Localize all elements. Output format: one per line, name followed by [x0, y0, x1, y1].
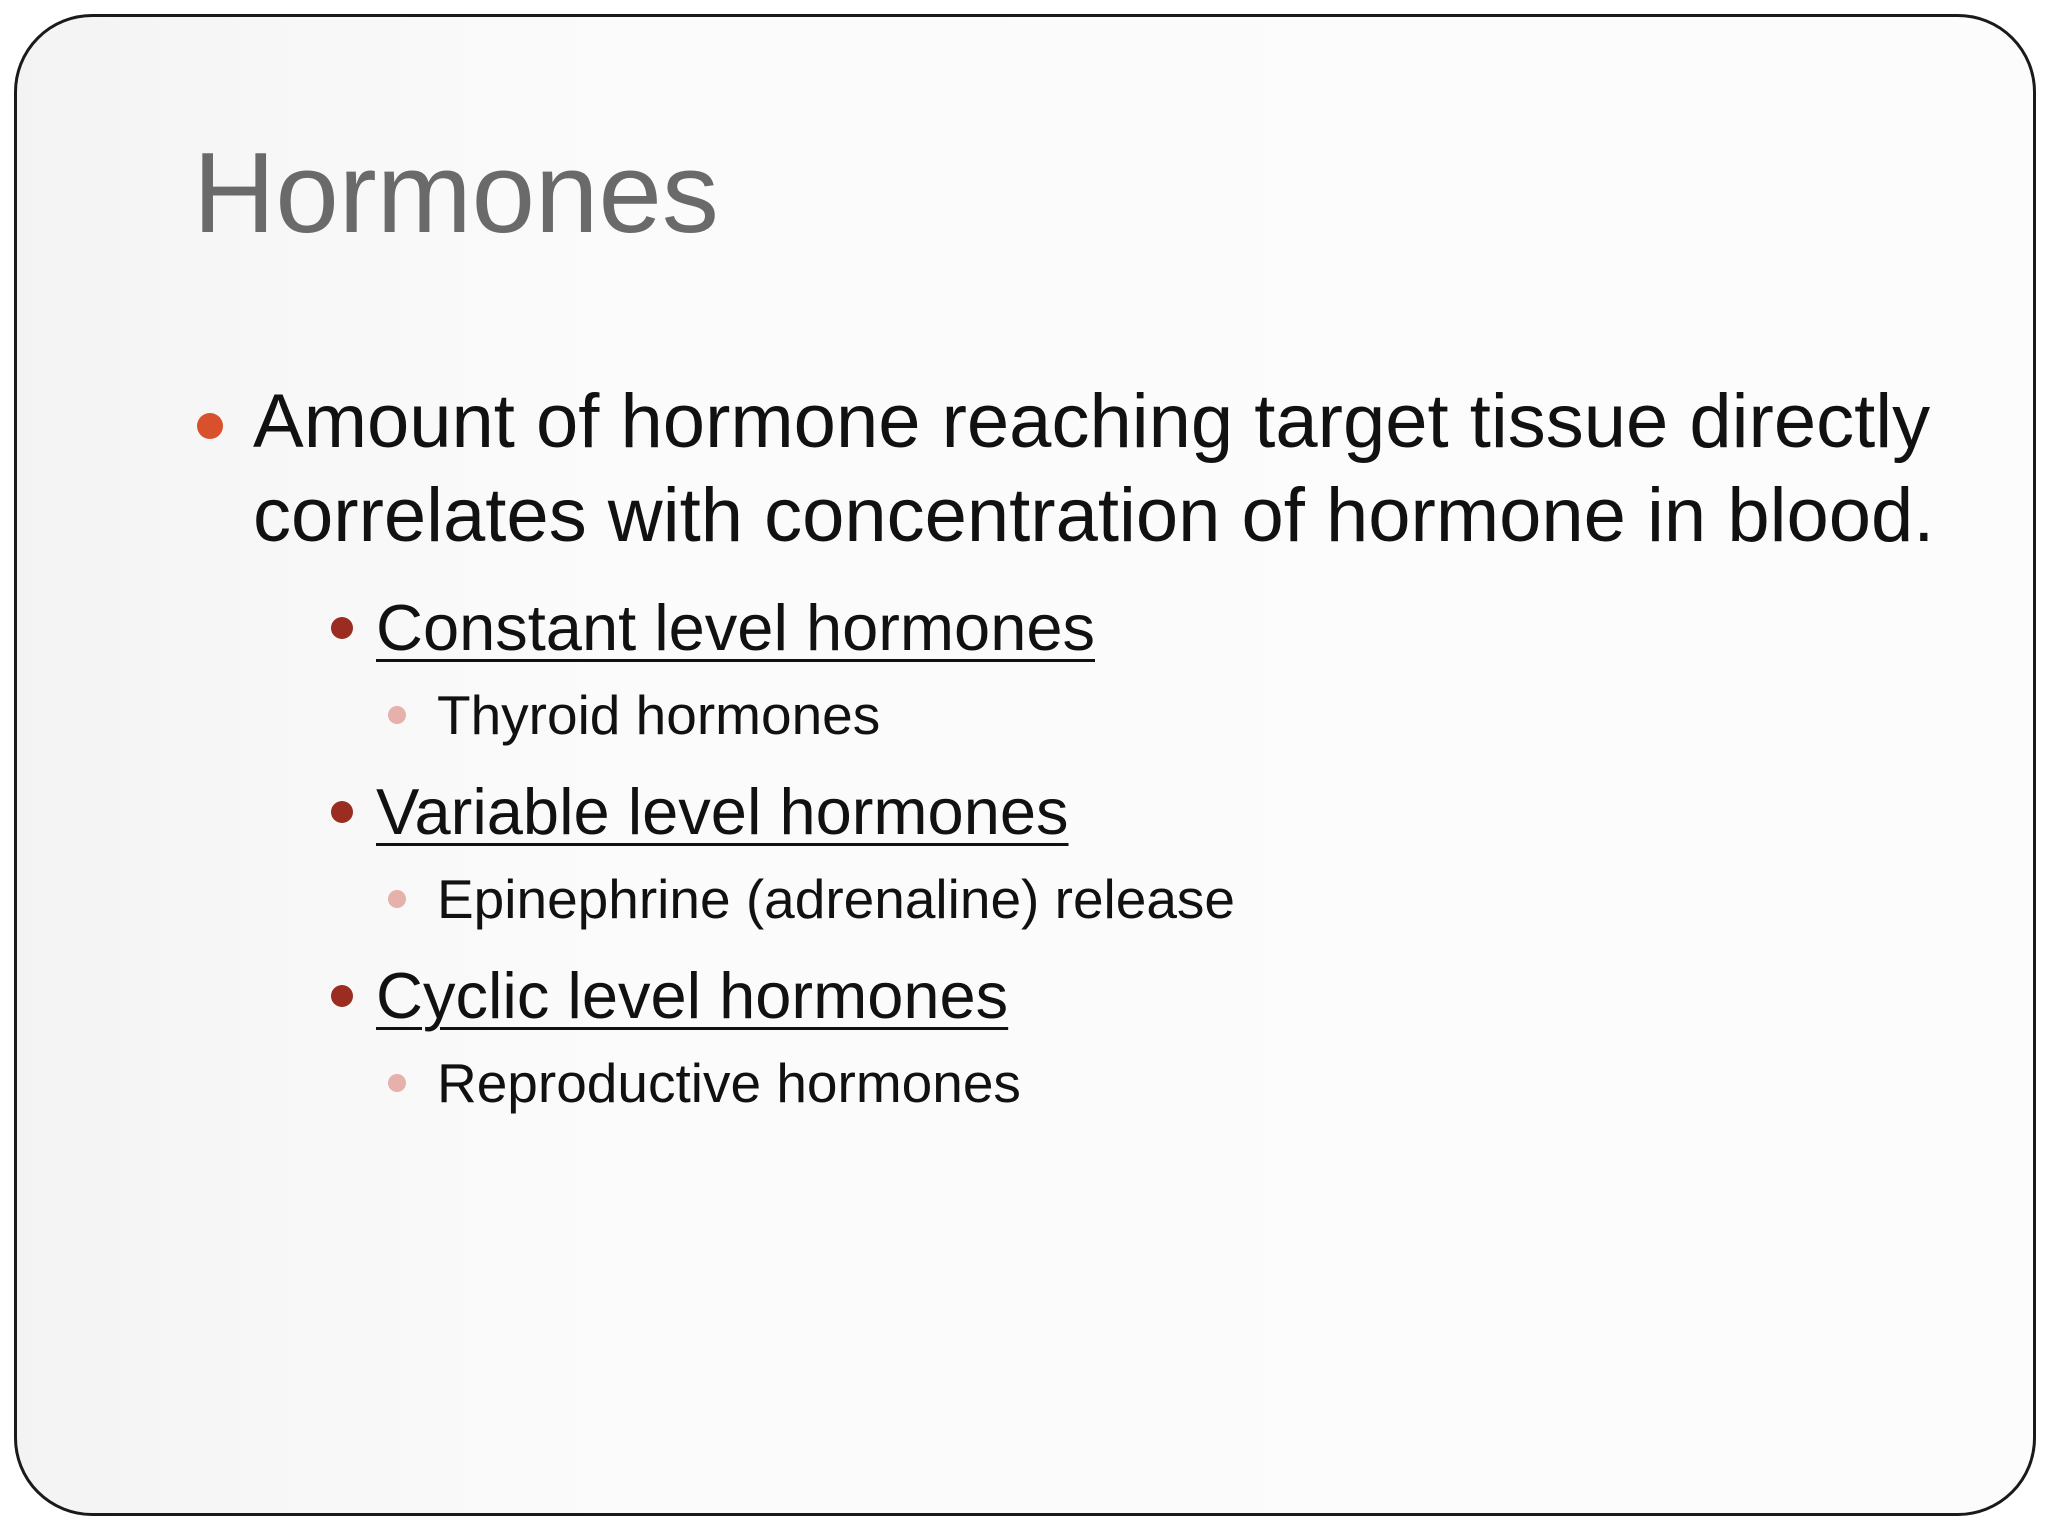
sub-bullet-constant	[253, 583, 1973, 673]
bullet-list	[193, 375, 1973, 1135]
bullet-dot-icon	[331, 617, 353, 639]
sub-bullet-cyclic	[253, 951, 1973, 1041]
bullet-dot-icon	[197, 413, 223, 439]
bullet-dot-icon	[331, 801, 353, 823]
sub-bullet-list	[253, 583, 1973, 1125]
main-bullet	[193, 375, 1973, 1125]
sub-bullet-label: Cyclic level hormones	[376, 959, 1009, 1032]
example-item	[253, 1041, 1973, 1125]
example-list	[253, 857, 1973, 941]
sub-bullet-label: Constant level hormones	[376, 591, 1095, 664]
main-bullet-text: Amount of hormone reaching target tissue directly correlates with concentration of hormone in blood.	[253, 379, 1935, 558]
bullet-dot-icon	[388, 1074, 406, 1092]
example-text: Epinephrine (adrenaline) release	[437, 868, 1236, 930]
example-item	[253, 857, 1973, 941]
slide	[14, 14, 2036, 1516]
example-list	[253, 1041, 1973, 1125]
example-list	[253, 673, 1973, 757]
example-text: Thyroid hormones	[437, 684, 881, 746]
sub-bullet-variable	[253, 767, 1973, 857]
sub-bullet-label: Variable level hormones	[376, 775, 1069, 848]
bullet-dot-icon	[388, 706, 406, 724]
example-text: Reproductive hormones	[437, 1052, 1021, 1114]
example-item	[253, 673, 1973, 757]
bullet-dot-icon	[388, 890, 406, 908]
bullet-dot-icon	[331, 985, 353, 1007]
slide-title: Hormones	[193, 130, 719, 257]
